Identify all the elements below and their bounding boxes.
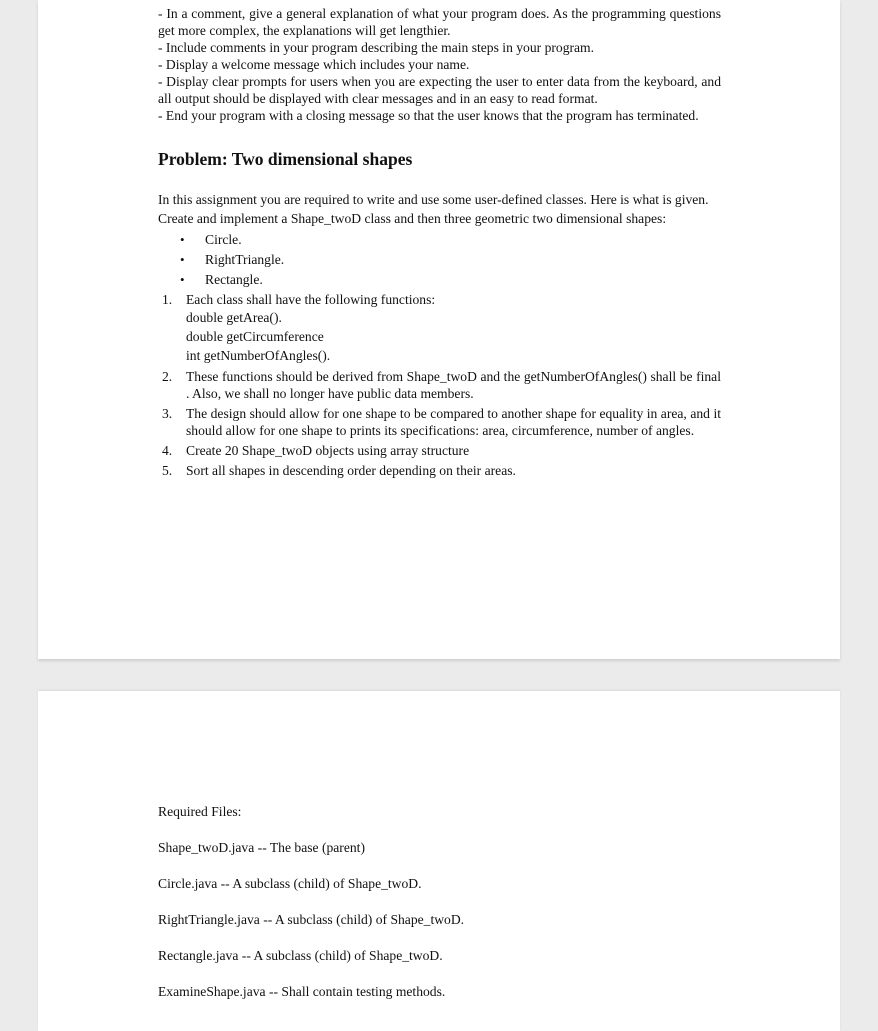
rule-text: The design should allow for one shape to be compared to another shape for equality in area, and it should allow for one shape to prints its specifications: area, circumference, number of angles. [186, 406, 721, 438]
required-file-entry: RightTriangle.java -- A subclass (child) of Shape_twoD. [158, 912, 465, 927]
rule-text: Each class shall have the following functions: [186, 292, 436, 307]
rule-item [158, 405, 721, 439]
rule-text: Create 20 Shape_twoD objects using array structure [186, 443, 470, 458]
required-files-title: Required Files: [158, 804, 242, 819]
rule-item [158, 368, 721, 402]
function-list [186, 308, 721, 365]
function-signature: double getCircumference [186, 329, 324, 344]
page-1-content [158, 5, 721, 482]
rule-number: 5. [162, 463, 173, 478]
rule-text: These functions should be derived from Shape_twoD and the getNumberOfAngles() shall be final . Also, we shall no longer have public data members. [186, 369, 721, 401]
requirement-welcome-message: - Display a welcome message which includes your name. [158, 57, 470, 72]
shape-name: Rectangle. [205, 272, 263, 287]
problem-intro [158, 191, 721, 227]
requirement-clear-prompts: - Display clear prompts for users when you are expecting the user to enter data from the keyboard, and all output should be displayed with clear messages and in an easy to read format. [158, 74, 721, 106]
required-file-entry: Shape_twoD.java -- The base (parent) [158, 840, 365, 855]
required-file-entry: Circle.java -- A subclass (child) of Shape_twoD. [158, 876, 422, 891]
shape-list-item [180, 270, 721, 290]
requirement-step-comments: - Include comments in your program describing the main steps in your program. [158, 40, 595, 55]
required-file-entry: ExamineShape.java -- Shall contain testing methods. [158, 984, 446, 999]
shape-list-item [180, 230, 721, 250]
problem-heading: Problem: Two dimensional shapes [158, 149, 413, 169]
shape-name: Circle. [205, 232, 242, 247]
rule-number: 2. [162, 369, 173, 384]
requirement-comment-explanation: - In a comment, give a general explanation of what your program does. As the programming questions get more complex, the explanations will get lengthier. [158, 6, 721, 38]
shape-list [158, 230, 721, 290]
rules-list [158, 291, 721, 479]
requirement-closing-message: - End your program with a closing message so that the user knows that the program has terminated. [158, 108, 699, 123]
rule-item [158, 291, 721, 365]
bullet-icon: • [180, 272, 185, 287]
function-signature: int getNumberOfAngles(). [186, 348, 331, 363]
document-page-2 [38, 691, 840, 1031]
intro-paragraph: Create and implement a Shape_twoD class and then three geometric two dimensional shapes: [158, 211, 667, 226]
rule-item [158, 442, 721, 459]
bullet-icon: • [180, 232, 185, 247]
shape-list-item [180, 250, 721, 270]
intro-paragraph: In this assignment you are required to write and use some user-defined classes. Here is what is given. [158, 192, 709, 207]
rule-number: 4. [162, 443, 173, 458]
bullet-icon: • [180, 252, 185, 267]
function-signature: double getArea(). [186, 310, 282, 325]
rule-number: 3. [162, 406, 173, 421]
shape-name: RightTriangle. [205, 252, 285, 267]
rule-number: 1. [162, 292, 173, 307]
rule-text: Sort all shapes in descending order depending on their areas. [186, 463, 516, 478]
document-page-1 [38, 0, 840, 659]
required-file-entry: Rectangle.java -- A subclass (child) of Shape_twoD. [158, 948, 443, 963]
required-files-section [158, 803, 464, 1019]
rule-item [158, 462, 721, 479]
